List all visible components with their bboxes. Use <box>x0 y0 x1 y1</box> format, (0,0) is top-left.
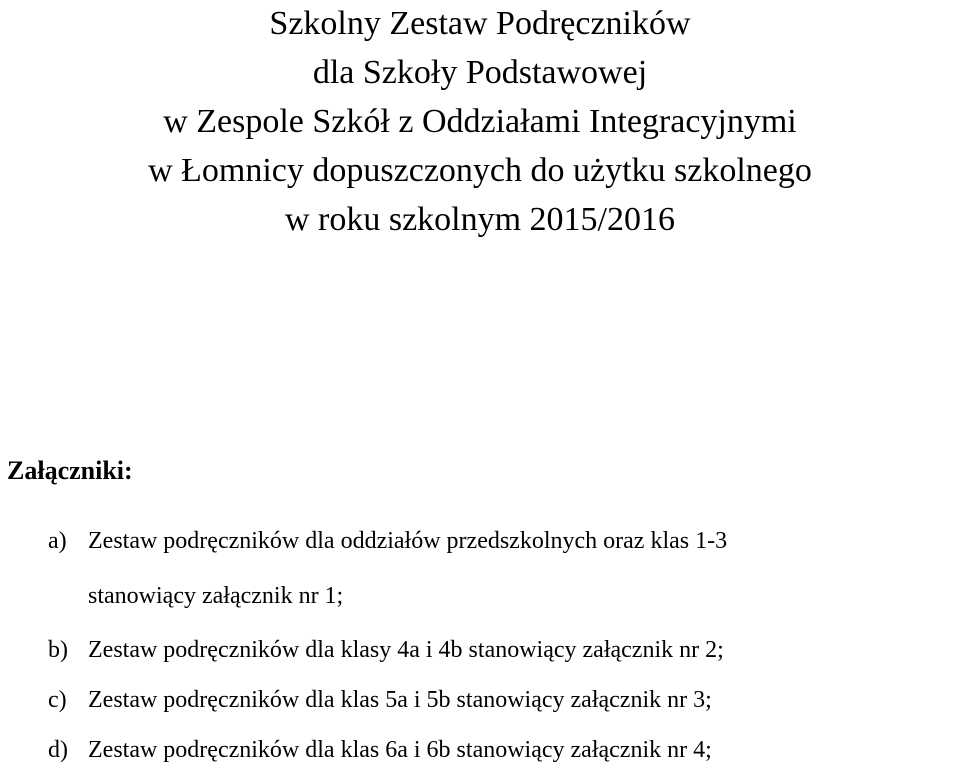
attachment-letter: c) <box>48 687 67 713</box>
title-line-2: dla Szkoły Podstawowej <box>312 54 648 91</box>
attachment-letter: a) <box>48 528 67 554</box>
attachments-heading: Załączniki: <box>7 456 133 485</box>
title-line-4: w Łomnicy dopuszczonych do użytku szkolnego <box>148 152 812 189</box>
attachment-text: Zestaw podręczników dla klasy 4a i 4b stanowiący załącznik nr 2; <box>88 637 724 663</box>
attachment-item-a <box>48 525 727 557</box>
title-line-1: Szkolny Zestaw Podręczników <box>269 5 691 42</box>
title-line-5: w roku szkolnym 2015/2016 <box>284 201 676 238</box>
document-title <box>0 0 960 244</box>
attachment-item-d <box>48 734 712 766</box>
attachment-letter: d) <box>48 737 68 763</box>
attachment-item-b <box>48 634 724 666</box>
attachment-text: Zestaw podręczników dla klas 6a i 6b stanowiący załącznik nr 4; <box>88 737 712 763</box>
attachment-text: Zestaw podręczników dla klas 5a i 5b stanowiący załącznik nr 3; <box>88 687 712 713</box>
attachment-item-a-continuation: stanowiący załącznik nr 1; <box>88 583 344 609</box>
attachment-text: Zestaw podręczników dla oddziałów przedszkolnych oraz klas 1-3 <box>88 528 728 554</box>
attachment-letter: b) <box>48 637 68 663</box>
title-line-3: w Zespole Szkół z Oddziałami Integracyjnymi <box>163 103 797 140</box>
attachment-item-c <box>48 684 712 716</box>
